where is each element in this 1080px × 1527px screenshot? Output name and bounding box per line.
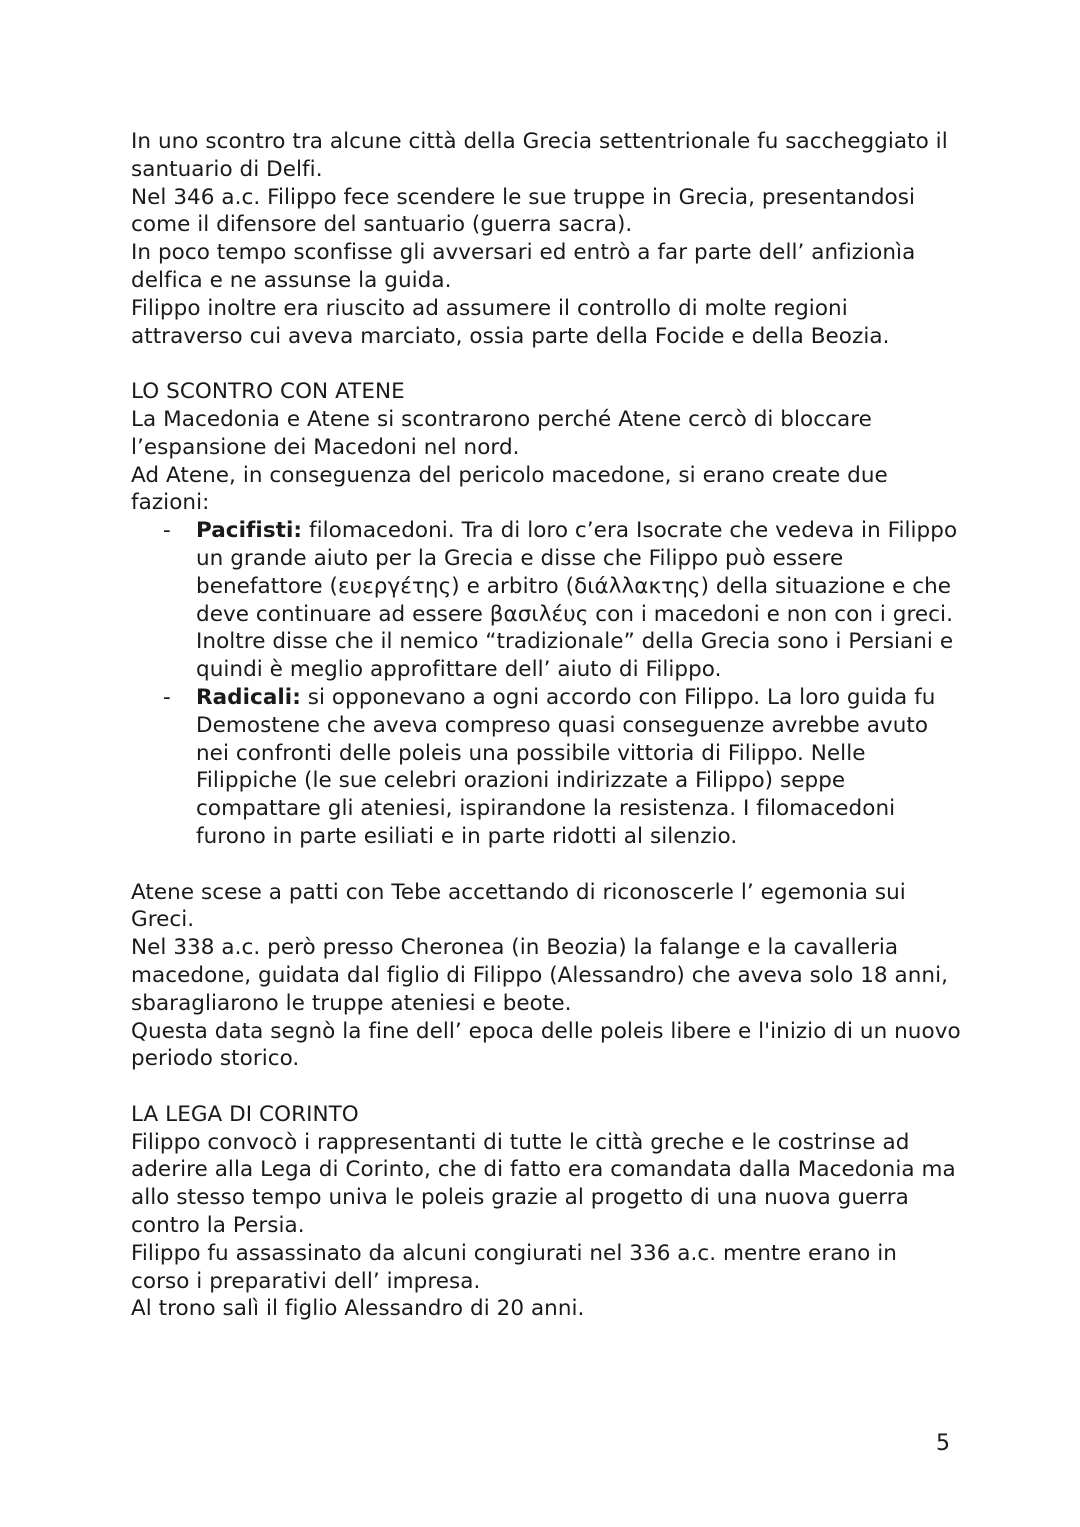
page-number: 5 [936, 1431, 950, 1456]
paragraph: In uno scontro tra alcune città della Grecia settentrionale fu saccheggiato il santuario di Delfi. [131, 129, 948, 182]
paragraph: Ad Atene, in conseguenza del pericolo macedone, si erano create due fazioni: [131, 462, 888, 516]
lega-section [131, 1101, 961, 1323]
paragraph: Questa data segnò la fine dell’ epoca delle poleis libere e l'inizio di un nuovo periodo storico. [131, 1018, 961, 1072]
list-item-pacifisti [131, 517, 961, 684]
intro-section [131, 128, 961, 350]
paragraph: Nel 346 a.c. Filippo fece scendere le sue truppe in Grecia, presentandosi come il difensore del santuario (guerra sacra). [131, 184, 916, 238]
paragraph: In poco tempo sconfisse gli avversari ed entrò a far parte dell’ anfizionìa delfica e ne assunse la guida. [131, 240, 916, 293]
faction-description: si opponevano a ogni accordo con Filippo. La loro guida fu Demostene che aveva compreso quasi conseguenze avrebbe avuto nei confronti delle poleis una possibile vittoria di Filippo. Nelle Filippiche (le sue celebri orazioni indirizzate a Filippo) seppe compattare gli ateniesi, ispirandone la resistenza. I filomacedoni furono in parte esiliati e in parte ridotti al silenzio. [196, 684, 936, 849]
list-dash: - [163, 518, 171, 544]
list-item-radicali [131, 684, 961, 851]
section-heading: LO SCONTRO CON ATENE [131, 379, 405, 405]
paragraph: La Macedonia e Atene si scontrarono perché Atene cercò di bloccare l’espansione dei Macedoni nel nord. [131, 406, 872, 460]
factions-list [131, 517, 961, 851]
list-dash: - [163, 684, 171, 710]
page-body [131, 128, 961, 1323]
faction-term: Radicali: [196, 684, 301, 710]
paragraph: Nel 338 a.c. però presso Cheronea (in Beozia) la falange e la cavalleria macedone, guidata dal figlio di Filippo (Alessandro) che aveva solo 18 anni, sbaragliarono le truppe ateniesi e beote. [131, 935, 949, 1016]
paragraph: Al trono salì il figlio Alessandro di 20 anni. [131, 1296, 585, 1322]
paragraph: Atene scese a patti con Tebe accettando di riconoscerle l’ egemonia sui Greci. [131, 879, 906, 933]
paragraph: Filippo convocò i rappresentanti di tutte le città greche e le costrinse ad aderire alla Lega di Corinto, che di fatto era comandata dalla Macedonia ma allo stesso tempo univa le poleis grazie al progetto di una nuova guerra contro la Persia. [131, 1129, 956, 1239]
section-heading: LA LEGA DI CORINTO [131, 1101, 359, 1127]
faction-description: filomacedoni. Tra di loro c’era Isocrate che vedeva in Filippo un grande aiuto per la Grecia e disse che Filippo può essere benefattore (ευεργέτης) e arbitro (διάλλακτης) della situazione e che deve continuare ad essere βασιλέυς con i macedoni e non con i greci. Inoltre disse che il nemico “tradizionale” della Grecia sono i Persiani e quindi è meglio approfittare dell’ aiuto di Filippo. [196, 518, 958, 683]
faction-term: Pacifisti: [196, 518, 303, 544]
paragraph: Filippo fu assassinato da alcuni congiurati nel 336 a.c. mentre erano in corso i preparativi dell’ impresa. [131, 1240, 897, 1294]
cheronea-section [131, 879, 961, 1074]
scontro-section [131, 378, 961, 851]
paragraph: Filippo inoltre era riuscito ad assumere il controllo di molte regioni attraverso cui aveva marciato, ossia parte della Focide e della Beozia. [131, 295, 890, 349]
